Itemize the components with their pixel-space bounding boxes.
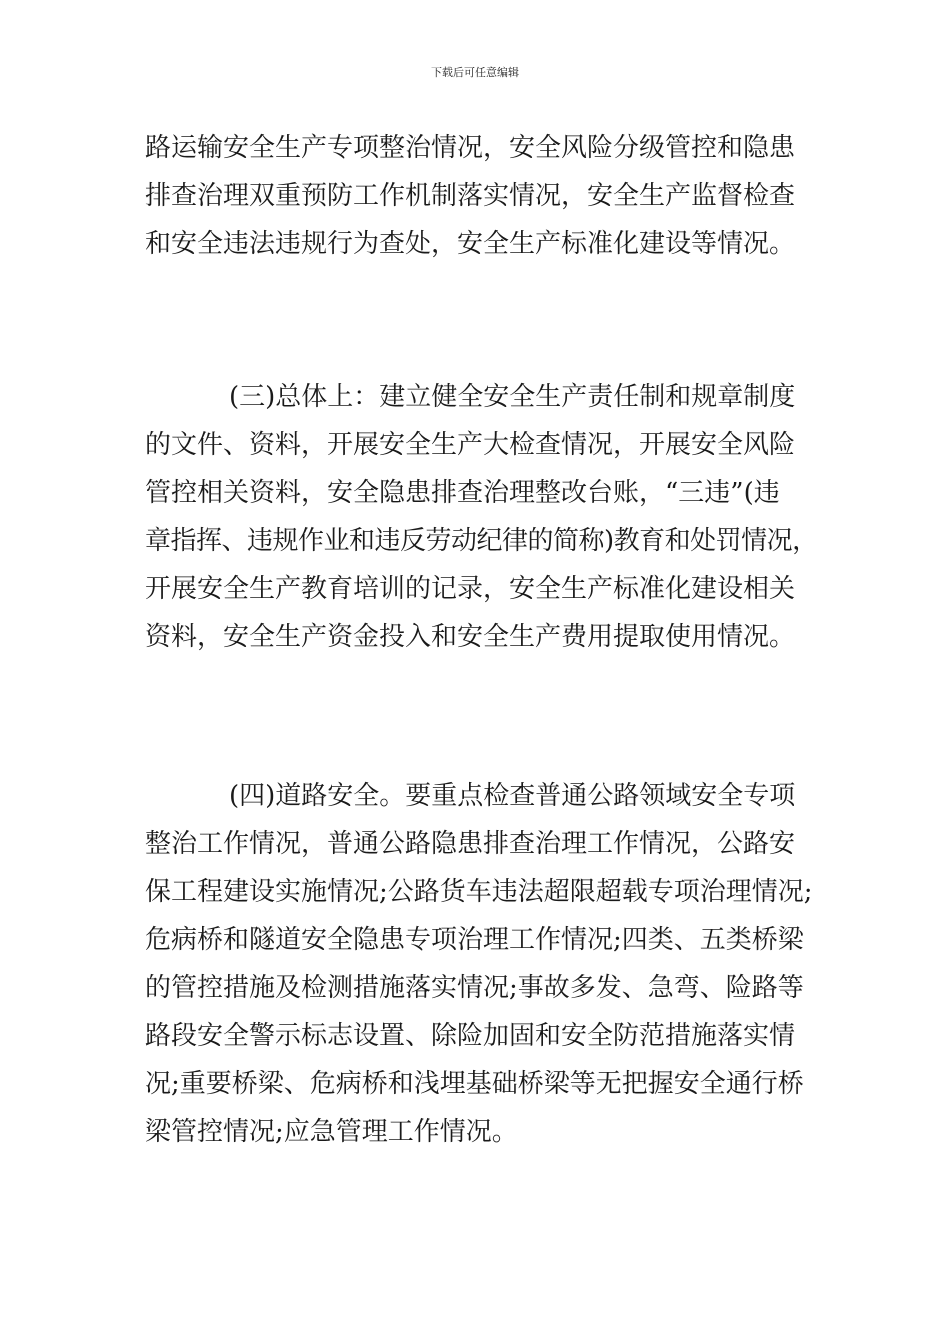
paragraph-line: 况;重要桥梁、危病桥和浅埋基础桥梁等无把握安全通行桥	[145, 1069, 804, 1099]
paragraph-line: 资料，安全生产资金投入和安全生产费用提取使用情况。	[145, 622, 796, 652]
paragraph-road-transport	[145, 124, 820, 268]
paragraph-line: 章指挥、违规作业和违反劳动纪律的简称)教育和处罚情况，	[145, 526, 818, 556]
paragraph-line: (四)道路安全。要重点检查普通公路领域安全专项	[229, 781, 796, 811]
paragraph-line: 整治工作情况，普通公路隐患排查治理工作情况，公路安	[145, 829, 796, 859]
paragraph-line: 管控相关资料，安全隐患排查治理整改台账，“三违”(违	[145, 478, 780, 508]
header-note: 下载后可任意编辑	[431, 66, 519, 79]
paragraph-line: 开展安全生产教育培训的记录，安全生产标准化建设相关	[145, 574, 796, 604]
paragraph-line: 路段安全警示标志设置、除险加固和安全防范措施落实情	[145, 1021, 796, 1051]
paragraph-line: 危病桥和隧道安全隐患专项治理工作情况;四类、五类桥梁	[145, 925, 804, 955]
paragraph-overall	[145, 373, 820, 661]
paragraph-line: 的文件、资料，开展安全生产大检查情况，开展安全风险	[145, 430, 796, 460]
paragraph-road-safety	[145, 772, 820, 1156]
paragraph-line: 路运输安全生产专项整治情况，安全风险分级管控和隐患	[145, 133, 796, 163]
paragraph-line: 梁管控情况;应急管理工作情况。	[145, 1117, 518, 1147]
paragraph-line: (三)总体上：建立健全安全生产责任制和规章制度	[229, 382, 796, 412]
paragraph-line: 保工程建设实施情况;公路货车违法超限超载专项治理情况;	[145, 877, 813, 907]
paragraph-line: 的管控措施及检测措施落实情况;事故多发、急弯、险路等	[145, 973, 804, 1003]
paragraph-line: 和安全违法违规行为查处，安全生产标准化建设等情况。	[145, 229, 796, 259]
paragraph-line: 排查治理双重预防工作机制落实情况，安全生产监督检查	[145, 181, 796, 211]
